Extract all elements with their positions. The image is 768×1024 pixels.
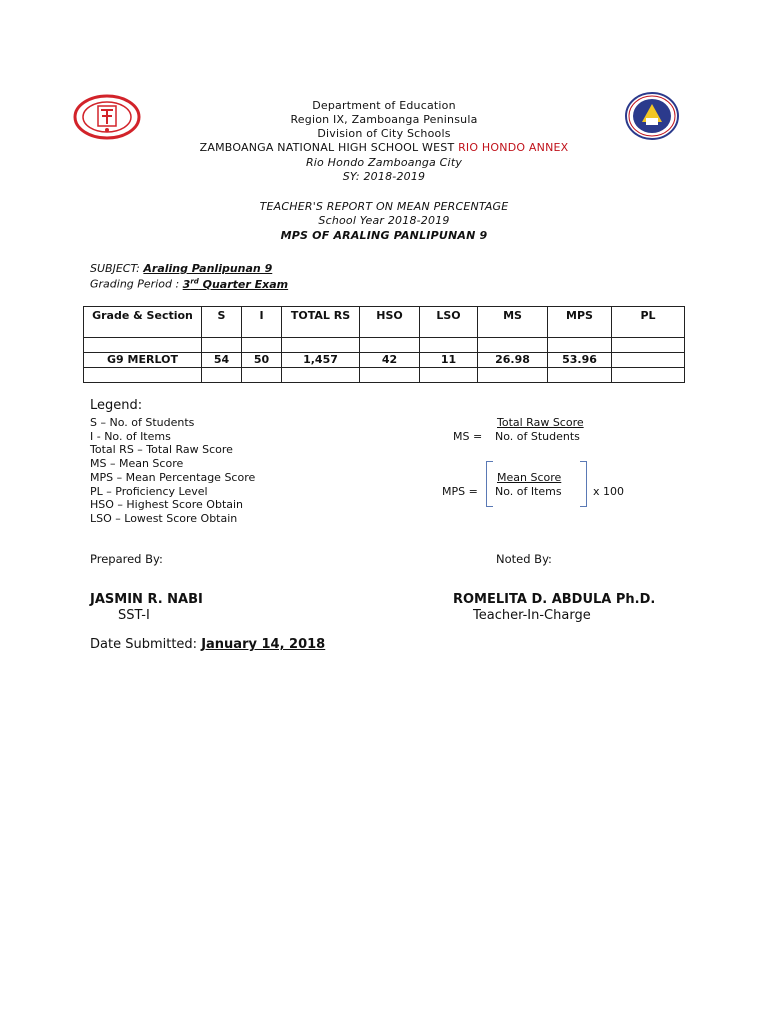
prepared-by-label: Prepared By: xyxy=(90,552,163,566)
header-region: Region IX, Zamboanga Peninsula xyxy=(290,113,478,126)
grading-period-name: Quarter Exam xyxy=(198,277,289,291)
report-subtitle: MPS OF ARALING PANLIPUNAN 9 xyxy=(280,229,488,242)
ms-numerator: Total Raw Score xyxy=(497,416,584,429)
mps-multiplier: x 100 xyxy=(593,485,625,498)
header-i: I xyxy=(242,307,282,338)
date-submitted-value: January 14, 2018 xyxy=(201,637,326,652)
cell-i: 50 xyxy=(242,353,282,368)
legend-item: MS – Mean Score xyxy=(90,457,184,470)
header-division: Division of City Schools xyxy=(317,127,451,140)
legend-item: MPS – Mean Percentage Score xyxy=(90,471,256,484)
header-pl: PL xyxy=(612,307,685,338)
table-header-row xyxy=(84,307,685,338)
subject-value: Araling Panlipunan 9 xyxy=(143,262,273,275)
cell-grade-section: G9 MERLOT xyxy=(84,353,202,368)
cell-hso: 42 xyxy=(360,353,420,368)
preparer-title: SST-I xyxy=(118,608,150,623)
mps-table xyxy=(83,306,685,383)
cell-s: 54 xyxy=(202,353,242,368)
header-ms: MS xyxy=(478,307,548,338)
mps-numerator: Mean Score xyxy=(497,471,562,484)
preparer-name: JASMIN R. NABI xyxy=(90,592,203,607)
subject-line xyxy=(90,262,272,275)
header-grade-section: Grade & Section xyxy=(84,307,202,338)
legend-title: Legend: xyxy=(90,398,143,413)
header-lso: LSO xyxy=(420,307,478,338)
legend-item: LSO – Lowest Score Obtain xyxy=(90,512,238,525)
grading-ordinal: 3 xyxy=(182,277,191,291)
report-school-year: School Year 2018-2019 xyxy=(318,214,450,227)
mps-denominator: No. of Items xyxy=(495,485,562,498)
header-s: S xyxy=(202,307,242,338)
grading-line xyxy=(90,277,288,291)
grading-value xyxy=(183,278,288,291)
ms-denominator: No. of Students xyxy=(495,430,580,443)
subject-label: SUBJECT: xyxy=(90,262,144,275)
noter-title: Teacher-In-Charge xyxy=(473,608,591,623)
legend-item: S – No. of Students xyxy=(90,416,195,429)
ms-label: MS = xyxy=(453,430,483,443)
legend-item: Total RS – Total Raw Score xyxy=(90,443,233,456)
cell-pl xyxy=(612,353,685,368)
table-spacer-row xyxy=(84,368,685,383)
header-address: Rio Hondo Zamboanga City xyxy=(305,156,463,169)
header-department: Department of Education xyxy=(312,99,456,112)
legend-item: I - No. of Items xyxy=(90,430,171,443)
header-hso: HSO xyxy=(360,307,420,338)
mps-label: MPS = xyxy=(442,485,478,498)
header-mps: MPS xyxy=(548,307,612,338)
noter-name: ROMELITA D. ABDULA Ph.D. xyxy=(453,592,656,607)
header-total-rs: TOTAL RS xyxy=(282,307,360,338)
grading-ordinal-suffix: rd xyxy=(190,277,199,285)
noted-by-label: Noted By: xyxy=(496,552,552,566)
header-sy: SY: 2018-2019 xyxy=(342,170,426,183)
mps-bracket-left xyxy=(486,461,493,507)
table-spacer-row xyxy=(84,338,685,353)
school-annex: RIO HONDO ANNEX xyxy=(458,141,569,154)
table-row xyxy=(84,353,685,368)
legend-item: PL – Proficiency Level xyxy=(90,485,208,498)
cell-mps: 53.96 xyxy=(548,353,612,368)
mps-bracket-right xyxy=(580,461,587,507)
grading-label: Grading Period : xyxy=(90,277,183,291)
date-submitted-line xyxy=(90,637,325,652)
cell-lso: 11 xyxy=(420,353,478,368)
report-title: TEACHER'S REPORT ON MEAN PERCENTAGE xyxy=(259,200,509,213)
legend-item: HSO – Highest Score Obtain xyxy=(90,498,244,511)
school-name: ZAMBOANGA NATIONAL HIGH SCHOOL WEST xyxy=(199,141,459,154)
cell-total-rs: 1,457 xyxy=(282,353,360,368)
header-school xyxy=(0,141,768,154)
date-submitted-label: Date Submitted: xyxy=(90,637,202,652)
cell-ms: 26.98 xyxy=(478,353,548,368)
